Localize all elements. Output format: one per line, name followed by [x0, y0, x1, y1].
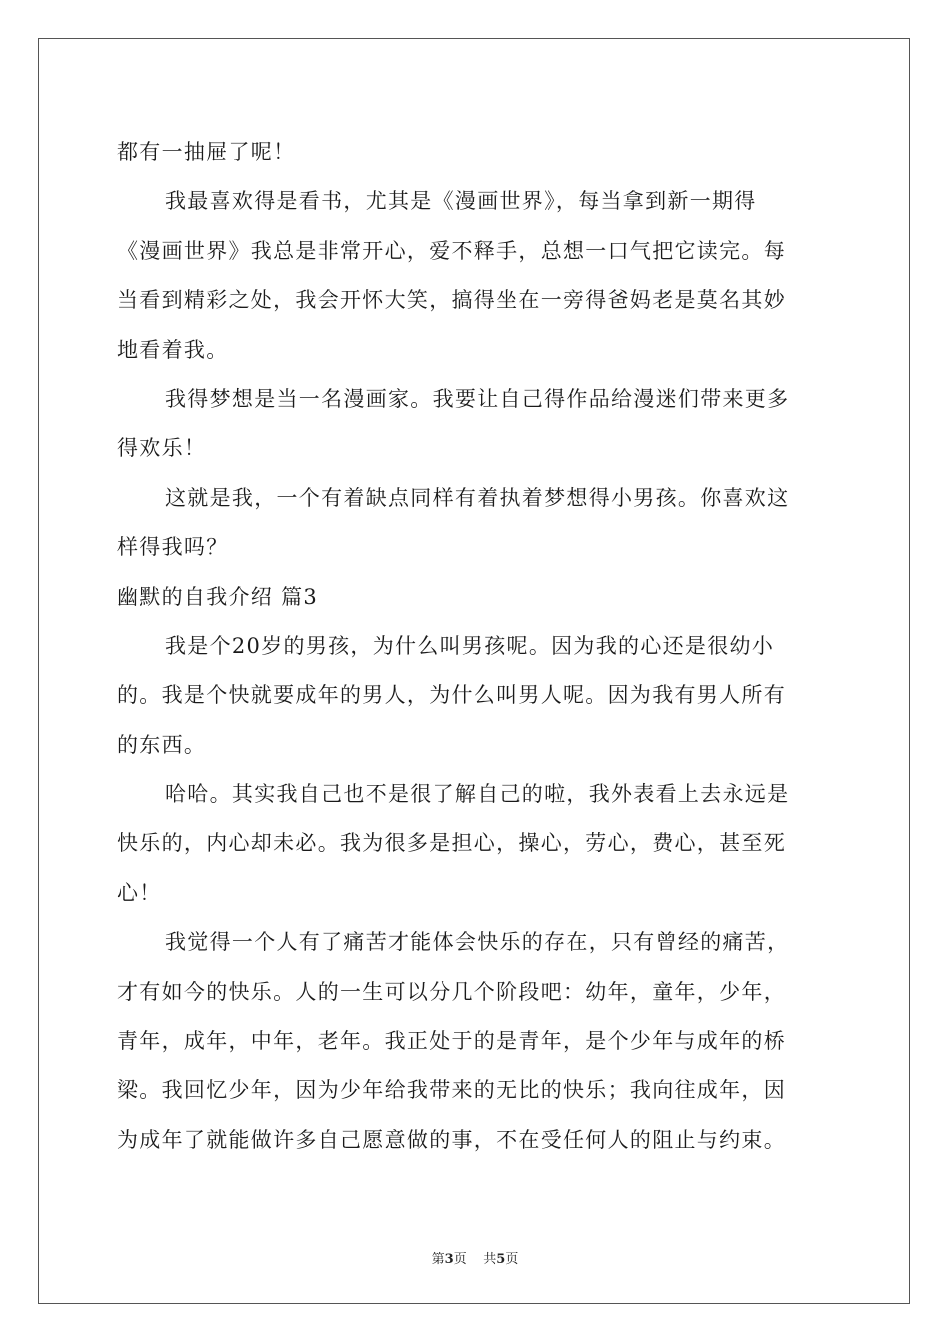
text-line: 心！	[117, 880, 162, 905]
text-line: 我是个20岁的男孩，为什么叫男孩呢。因为我的心还是很幼小	[165, 633, 775, 658]
text-line: 样得我吗？	[117, 535, 229, 560]
text-line: 的东西。	[117, 732, 207, 757]
text-line: 的。我是个快就要成年的男人，为什么叫男人呢。因为我有男人所有	[117, 683, 786, 708]
text-line: 地看着我。	[117, 337, 229, 362]
page-footer	[0, 1248, 950, 1267]
text-line: 快乐的，内心却未必。我为很多是担心，操心，劳心，费心，甚至死	[117, 831, 786, 856]
text-line: 得欢乐！	[117, 436, 207, 461]
footer-total-prefix: 共	[483, 1252, 497, 1267]
footer-page-prefix: 第	[431, 1252, 445, 1267]
document-body	[117, 128, 833, 1165]
text-line: 青年，成年，中年，老年。我正处于的是青年，是个少年与成年的桥	[117, 1029, 786, 1054]
text-line: 我得梦想是当一名漫画家。我要让自己得作品给漫迷们带来更多	[165, 386, 790, 411]
text-line: 梁。我回忆少年，因为少年给我带来的无比的快乐；我向往成年，因	[117, 1078, 786, 1103]
text-line: 《漫画世界》我总是非常开心，爱不释手，总想一口气把它读完。每	[117, 238, 786, 263]
footer-page-number: 3	[444, 1252, 454, 1267]
footer-total-suffix: 页	[505, 1252, 519, 1267]
text-line: 我觉得一个人有了痛苦才能体会快乐的存在，只有曾经的痛苦，	[165, 930, 790, 955]
text-line: 为成年了就能做许多自己愿意做的事，不在受任何人的阻止与约束。	[117, 1127, 786, 1152]
text-line: 幽默的自我介绍 篇3	[117, 584, 319, 609]
text-line: 哈哈。其实我自己也不是很了解自己的啦，我外表看上去永远是	[165, 782, 790, 807]
footer-page-suffix: 页	[453, 1252, 467, 1267]
text-line: 我最喜欢得是看书，尤其是《漫画世界》，每当拿到新一期得	[165, 189, 757, 214]
text-line: 都有一抽屉了呢！	[117, 140, 296, 164]
text-line: 才有如今的快乐。人的一生可以分几个阶段吧：幼年，童年，少年，	[117, 979, 786, 1004]
text-line: 当看到精彩之处，我会开怀大笑，搞得坐在一旁得爸妈老是莫名其妙	[117, 288, 786, 313]
footer-total-pages: 5	[496, 1252, 506, 1267]
text-line: 这就是我，一个有着缺点同样有着执着梦想得小男孩。你喜欢这	[165, 485, 790, 510]
